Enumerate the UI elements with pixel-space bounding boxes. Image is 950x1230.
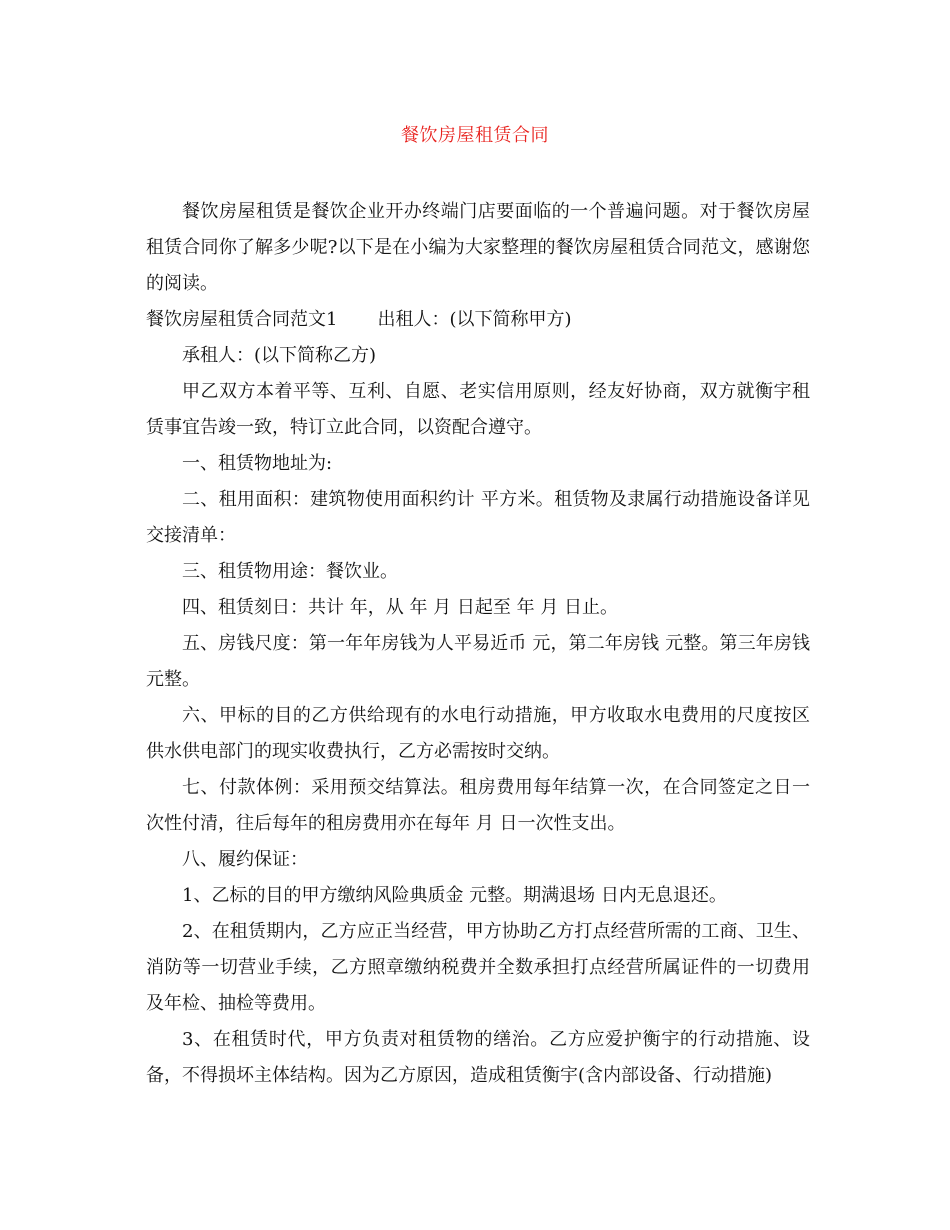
clause-payment: 七、付款体例：采用预交结算法。租房费用每年结算一次，在合同签定之日一次性付清，往后每年的租房费用亦在每年 月 日一次性支出。 [146,777,810,834]
guarantee-item-2: 2、在租赁期内，乙方应正当经营，甲方协助乙方打点经营所需的工商、卫生、消防等一切营业手续，乙方照章缴纳税费并全数承担打点经营所属证件的一切费用及年检、抽检等费用。 [146,921,810,1014]
clause-rent: 五、房钱尺度：第一年年房钱为人平易近币 元，第二年房钱 元整。第三年房钱 元整。 [146,633,810,690]
lessee-line: 承租人：(以下简称乙方) [182,345,377,366]
clause-utilities: 六、甲标的目的乙方供给现有的水电行动措施，甲方收取水电费用的尺度按区供水供电部门的现实收费执行，乙方必需按时交纳。 [146,705,810,762]
clause-term: 四、租赁刻日：共计 年，从 年 月 日起至 年 月 日止。 [182,597,619,618]
sample-heading-line [146,302,810,338]
clause-address: 一、租赁物地址为: [182,453,333,474]
document-title: 餐饮房屋租赁合同 [401,125,549,146]
clause-area: 二、租用面积：建筑物使用面积约计 平方米。租赁物及隶属行动措施设备详见交接清单： [146,489,810,546]
clause-use: 三、租赁物用途：餐饮业。 [182,561,398,582]
lessor-line: 出租人：(以下简称甲方) [377,309,572,330]
document-body [146,194,810,1094]
agreement-preamble: 甲乙双方本着平等、互利、自愿、老实信用原则，经友好协商，双方就衡宇租赁事宜告竣一致，特订立此合同，以资配合遵守。 [146,381,810,438]
clause-guarantee-heading: 八、履约保证： [182,849,308,870]
guarantee-item-1: 1、乙标的目的甲方缴纳风险典质金 元整。期满退场 日内无息退还。 [182,885,727,906]
intro-paragraph: 餐饮房屋租赁是餐饮企业开办终端门店要面临的一个普遍问题。对于餐饮房屋租赁合同你了解多少呢?以下是在小编为大家整理的餐饮房屋租赁合同范文，感谢您的阅读。 [146,201,810,294]
sample-heading: 餐饮房屋租赁合同范文1 [146,309,338,330]
guarantee-item-3: 3、在租赁时代，甲方负责对租赁物的缮治。乙方应爱护衡宇的行动措施、设备，不得损坏主体结构。因为乙方原因，造成租赁衡宇(含内部设备、行动措施) [146,1029,810,1086]
